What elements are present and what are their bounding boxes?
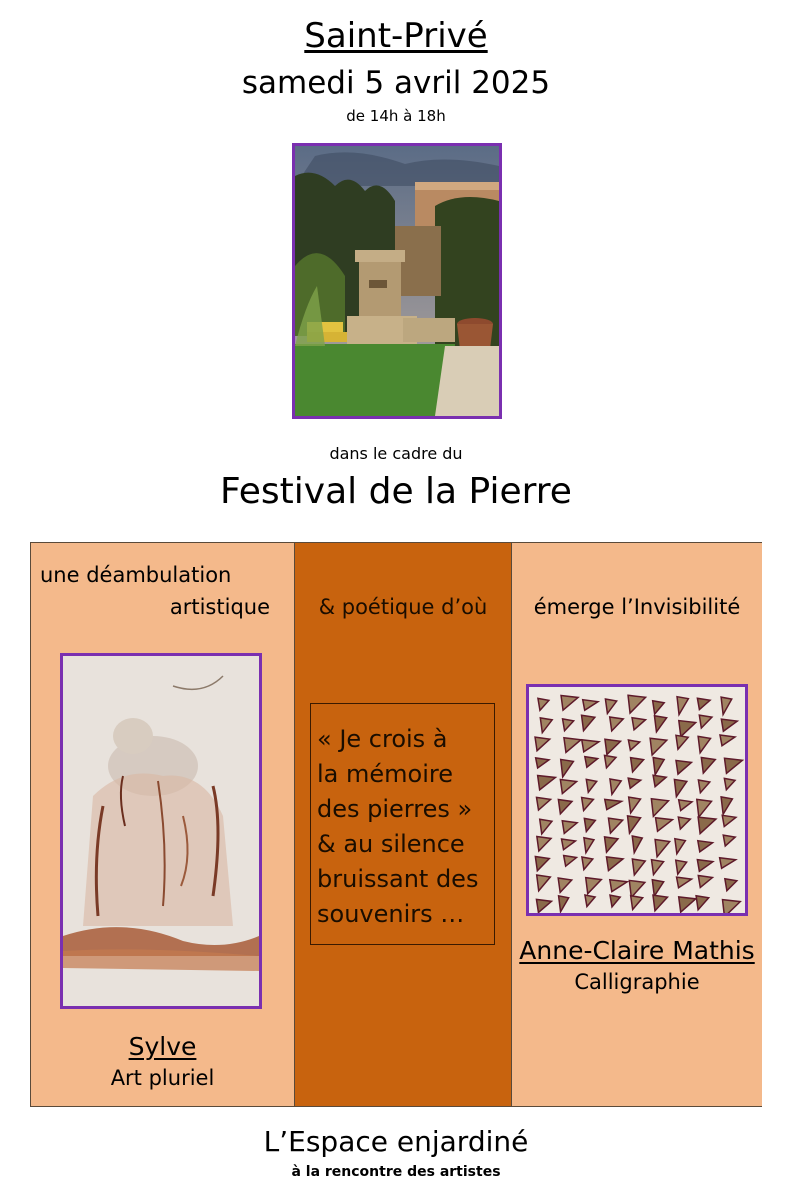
calligraphy-strokes-icon xyxy=(529,687,745,913)
page-title xyxy=(0,16,792,56)
middle-intro: & poétique d’où xyxy=(318,595,488,619)
place-name: Saint-Privé xyxy=(304,16,488,56)
artist-role-sylve: Art pluriel xyxy=(110,1066,215,1090)
right-column xyxy=(512,543,762,1106)
quote-box xyxy=(310,703,495,945)
left-column xyxy=(31,543,295,1106)
venue-tagline: à la rencontre des artistes xyxy=(291,1164,501,1180)
right-intro: émerge l’Invisibilité xyxy=(533,595,741,619)
middle-column xyxy=(295,543,512,1106)
left-intro-line2: artistique xyxy=(169,595,270,619)
artist-name-anne-claire-mathis: Anne-Claire Mathis xyxy=(519,936,755,965)
artist-name-sylve: Sylve xyxy=(128,1032,197,1061)
framework-label: dans le cadre du xyxy=(329,444,463,463)
abstract-figure-painting-icon xyxy=(63,656,259,1006)
event-hours: de 14h à 18h xyxy=(346,107,446,125)
quote-text: « Je crois à la mémoire des pierres » & au silence bruissant des souvenirs … xyxy=(317,725,479,928)
event-date: samedi 5 avril 2025 xyxy=(241,65,551,101)
sylve-artwork xyxy=(60,653,262,1009)
artist-role-anne-claire-mathis: Calligraphie xyxy=(574,970,700,994)
calligraphy-artwork xyxy=(526,684,748,916)
garden-photo xyxy=(292,143,502,419)
left-intro-line1: une déambulation xyxy=(40,563,232,587)
venue-name: L’Espace enjardiné xyxy=(263,1125,529,1158)
festival-title: Festival de la Pierre xyxy=(220,471,572,512)
right-artist xyxy=(512,935,762,997)
garden-with-stone-fountain-icon xyxy=(295,146,499,416)
left-artist xyxy=(31,1031,294,1093)
program-panel xyxy=(30,542,762,1107)
